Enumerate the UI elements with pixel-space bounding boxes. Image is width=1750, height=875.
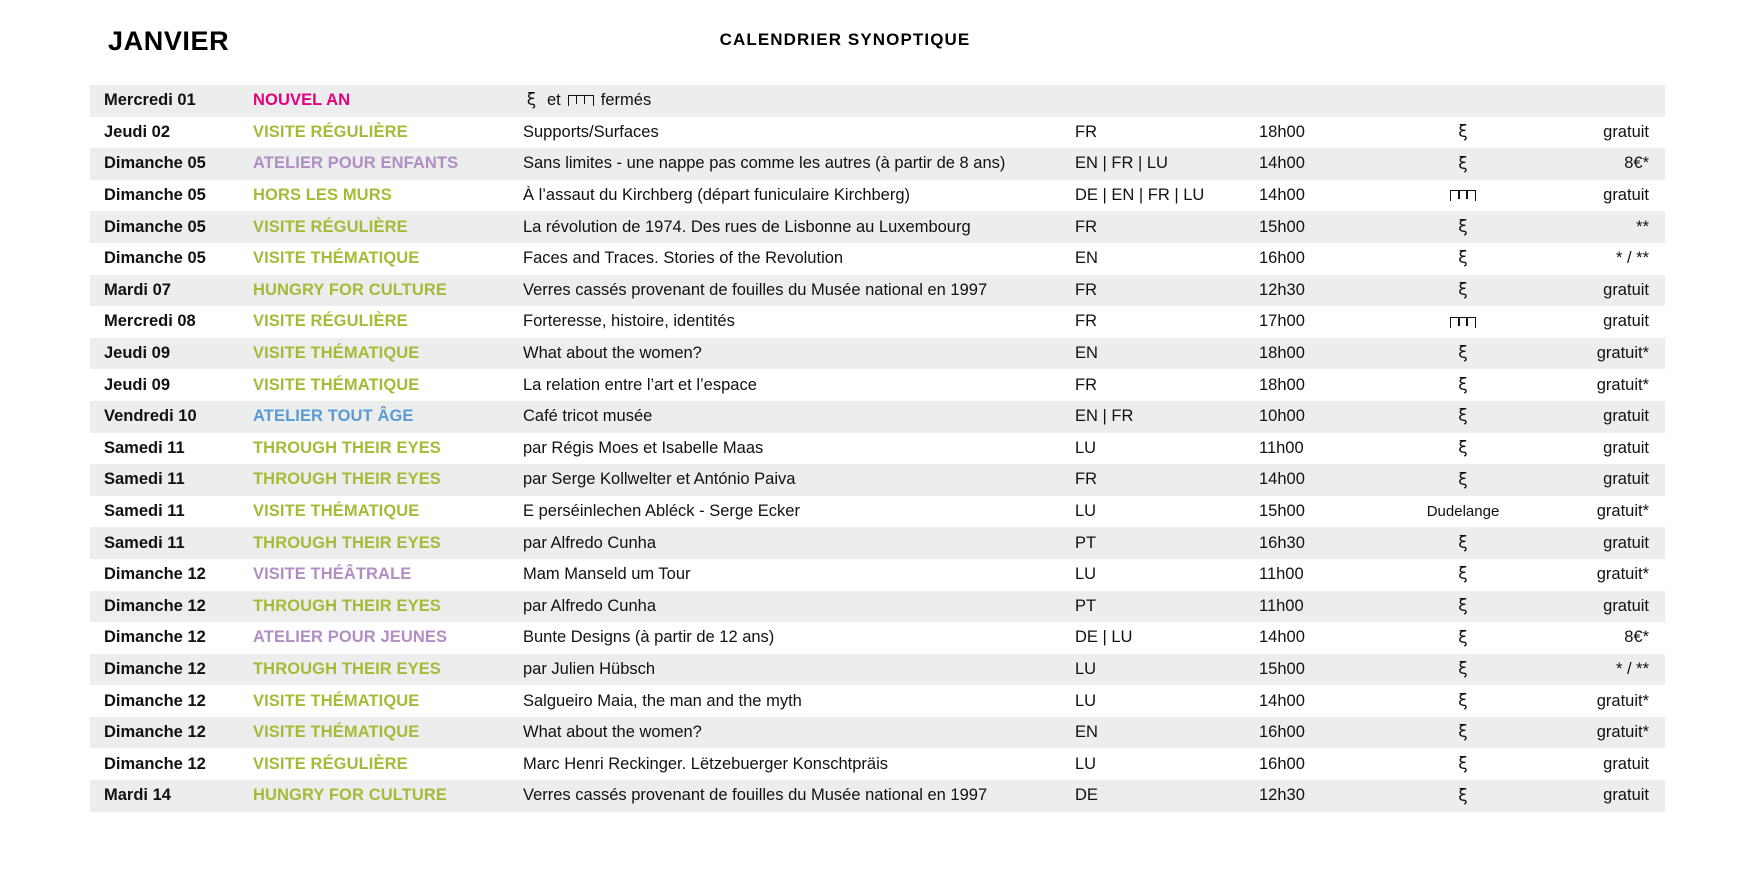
row-category: VISITE THÉMATIQUE <box>253 723 420 742</box>
row-date: Dimanche 12 <box>104 754 206 773</box>
row-price: gratuit* <box>1596 691 1649 710</box>
mnaha-venue-glyph: ξ <box>1458 280 1468 300</box>
row-category: VISITE RÉGULIÈRE <box>253 312 408 331</box>
row-price: ** <box>1636 217 1649 236</box>
row-languages: LU <box>1075 502 1097 521</box>
row-date: Dimanche 12 <box>104 596 206 615</box>
row-time: 15h00 <box>1259 502 1305 521</box>
row-time: 18h00 <box>1259 344 1305 363</box>
mnaha-venue-icon <box>1397 154 1529 173</box>
mnaha-venue-icon <box>1397 692 1529 711</box>
mnaha-venue-icon <box>1397 723 1529 742</box>
table-row <box>90 464 1665 496</box>
table-row-special <box>90 85 1665 117</box>
mnaha-venue-icon <box>1397 565 1529 584</box>
row-category: VISITE THÉMATIQUE <box>253 249 420 268</box>
row-languages: LU <box>1075 659 1097 678</box>
table-row <box>90 433 1665 465</box>
row-languages: FR <box>1075 217 1097 236</box>
row-languages: EN <box>1075 344 1098 363</box>
mnaha-venue-icon <box>1397 470 1529 489</box>
mnaha-venue-icon <box>1397 407 1529 426</box>
row-time: 16h00 <box>1259 723 1305 742</box>
page-title: CALENDRIER SYNOPTIQUE <box>719 30 971 49</box>
mnaha-venue-glyph: ξ <box>1458 627 1468 648</box>
fortress-venue-glyph <box>1450 317 1476 328</box>
row-languages: LU <box>1075 565 1097 584</box>
row-place-label: Dudelange <box>1426 503 1500 521</box>
row-date: Dimanche 12 <box>104 723 206 742</box>
row-date: Samedi 11 <box>104 470 185 489</box>
mnaha-venue-icon <box>1397 786 1529 805</box>
fortress-venue-glyph <box>1450 190 1476 201</box>
row-date: Mardi 07 <box>104 280 171 299</box>
mnaha-venue-glyph: ξ <box>1458 437 1468 458</box>
row-languages: LU <box>1075 438 1097 457</box>
row-date: Dimanche 05 <box>104 217 206 236</box>
mnaha-venue-glyph: ξ <box>1458 595 1468 616</box>
mnaha-venue-glyph: ξ <box>1458 343 1468 364</box>
row-category: VISITE THÉMATIQUE <box>253 502 420 521</box>
row-price: gratuit <box>1603 312 1649 331</box>
row-place <box>1397 502 1529 521</box>
table-row <box>90 180 1665 212</box>
row-title: Salgueiro Maia, the man and the myth <box>523 691 802 710</box>
row-category: THROUGH THEIR EYES <box>253 533 441 552</box>
row-title: Bunte Designs (à partir de 12 ans) <box>523 628 775 647</box>
row-date: Dimanche 05 <box>104 154 206 173</box>
schedule-table <box>90 85 1665 812</box>
row-date: Vendredi 10 <box>104 407 197 426</box>
row-price: 8€* <box>1624 154 1649 173</box>
row-title: Café tricot musée <box>523 407 653 426</box>
row-category: NOUVEL AN <box>253 91 351 110</box>
row-date: Samedi 11 <box>104 502 185 521</box>
row-languages: DE | EN | FR | LU <box>1075 186 1205 205</box>
row-price: gratuit* <box>1596 344 1649 363</box>
row-time: 16h00 <box>1259 754 1305 773</box>
row-price: gratuit <box>1603 596 1649 615</box>
row-price: gratuit* <box>1596 375 1649 394</box>
mnaha-venue-glyph: ξ <box>1458 374 1468 395</box>
row-time: 14h00 <box>1259 186 1305 205</box>
row-time: 18h00 <box>1259 375 1305 394</box>
row-category: VISITE RÉGULIÈRE <box>253 217 408 236</box>
table-row <box>90 338 1665 370</box>
row-title: La relation entre l’art et l’espace <box>523 375 757 394</box>
row-languages: LU <box>1075 691 1097 710</box>
row-title: Verres cassés provenant de fouilles du Musée national en 1997 <box>523 786 988 805</box>
row-title: par Serge Kollwelter et António Paiva <box>523 470 796 489</box>
row-languages: DE | LU <box>1075 628 1133 647</box>
row-title: Verres cassés provenant de fouilles du Musée national en 1997 <box>523 280 988 299</box>
row-title: What about the women? <box>523 344 702 363</box>
row-price: gratuit <box>1603 754 1649 773</box>
row-date: Mercredi 08 <box>104 312 196 331</box>
table-row <box>90 559 1665 591</box>
row-date: Dimanche 12 <box>104 659 206 678</box>
row-category: THROUGH THEIR EYES <box>253 470 441 489</box>
row-languages: FR <box>1075 280 1097 299</box>
row-time: 12h30 <box>1259 280 1305 299</box>
row-title: par Alfredo Cunha <box>523 596 657 615</box>
row-price: gratuit <box>1603 186 1649 205</box>
row-price: gratuit <box>1603 122 1649 141</box>
row-time: 14h00 <box>1259 691 1305 710</box>
row-price: gratuit <box>1603 438 1649 457</box>
row-closure-note <box>523 91 1665 110</box>
row-price: gratuit <box>1603 470 1649 489</box>
row-languages: FR <box>1075 312 1097 331</box>
row-title: Sans limites - une nappe pas comme les autres (à partir de 8 ans) <box>523 154 1006 173</box>
row-date: Dimanche 12 <box>104 628 206 647</box>
mnaha-venue-icon <box>1397 660 1529 679</box>
row-category: HORS LES MURS <box>253 186 392 205</box>
row-languages: EN <box>1075 723 1098 742</box>
note-connector: et <box>547 91 561 110</box>
row-title: Mam Manseld um Tour <box>523 565 691 584</box>
row-languages: LU <box>1075 754 1097 773</box>
mnaha-venue-glyph: ξ <box>1458 216 1468 237</box>
row-languages: EN | FR | LU <box>1075 154 1168 173</box>
fortress-venue-icon <box>1397 186 1529 205</box>
row-date: Dimanche 05 <box>104 249 206 268</box>
row-category: HUNGRY FOR CULTURE <box>253 786 447 805</box>
row-title: Faces and Traces. Stories of the Revolution <box>523 249 844 268</box>
mnaha-venue-glyph: ξ <box>1458 248 1468 269</box>
row-date: Jeudi 02 <box>104 122 171 141</box>
row-time: 16h30 <box>1259 533 1305 552</box>
row-category: THROUGH THEIR EYES <box>253 659 441 678</box>
mnaha-venue-icon <box>1397 281 1529 300</box>
row-title: À l’assaut du Kirchberg (départ funiculaire Kirchberg) <box>523 186 911 205</box>
row-time: 14h00 <box>1259 154 1305 173</box>
mnaha-venue-glyph: ξ <box>1458 532 1468 553</box>
row-time: 11h00 <box>1259 596 1304 615</box>
mnaha-venue-icon <box>1397 123 1529 142</box>
row-date: Dimanche 12 <box>104 565 206 584</box>
row-time: 12h30 <box>1259 786 1305 805</box>
row-languages: FR <box>1075 470 1097 489</box>
row-languages: PT <box>1075 533 1097 552</box>
row-date: Jeudi 09 <box>104 344 171 363</box>
row-category: VISITE THÉMATIQUE <box>253 344 420 363</box>
row-price: 8€* <box>1624 628 1649 647</box>
table-row <box>90 117 1665 149</box>
row-time: 18h00 <box>1259 122 1305 141</box>
row-price: gratuit* <box>1596 565 1649 584</box>
table-row <box>90 496 1665 528</box>
row-title: Supports/Surfaces <box>523 122 659 141</box>
row-price: gratuit <box>1603 407 1649 426</box>
row-category: THROUGH THEIR EYES <box>253 438 441 457</box>
fortress-venue-icon <box>568 95 594 106</box>
row-category: ATELIER TOUT ÂGE <box>253 407 414 426</box>
row-date: Mercredi 01 <box>104 91 196 110</box>
row-date: Dimanche 12 <box>104 691 206 710</box>
row-time: 14h00 <box>1259 628 1305 647</box>
row-category: HUNGRY FOR CULTURE <box>253 280 447 299</box>
row-title: La révolution de 1974. Des rues de Lisbonne au Luxembourg <box>523 217 971 236</box>
page-header <box>0 0 1750 70</box>
row-time: 16h00 <box>1259 249 1305 268</box>
table-row <box>90 717 1665 749</box>
row-price: * / ** <box>1615 659 1649 678</box>
mnaha-venue-icon <box>1397 597 1529 616</box>
table-row <box>90 148 1665 180</box>
mnaha-venue-icon <box>1397 755 1529 774</box>
row-category: VISITE RÉGULIÈRE <box>253 122 408 141</box>
row-languages: EN <box>1075 249 1098 268</box>
table-row <box>90 780 1665 812</box>
mnaha-venue-glyph: ξ <box>1458 785 1468 806</box>
table-row <box>90 243 1665 275</box>
row-date: Jeudi 09 <box>104 375 171 394</box>
mnaha-venue-icon <box>1397 628 1529 647</box>
mnaha-venue-icon <box>1397 439 1529 458</box>
mnaha-venue-glyph: ξ <box>1458 690 1468 711</box>
row-category: ATELIER POUR ENFANTS <box>253 154 459 173</box>
row-category: VISITE THÉMATIQUE <box>253 375 420 394</box>
row-title: Forteresse, histoire, identités <box>523 312 735 331</box>
fortress-venue-icon <box>1397 312 1529 331</box>
mnaha-venue-icon <box>1397 218 1529 237</box>
row-title: par Régis Moes et Isabelle Maas <box>523 438 764 457</box>
mnaha-venue-icon <box>1397 249 1529 268</box>
row-time: 17h00 <box>1259 312 1305 331</box>
row-date: Samedi 11 <box>104 438 185 457</box>
row-time: 11h00 <box>1259 438 1304 457</box>
mnaha-venue-glyph: ξ <box>1458 469 1468 490</box>
row-price: gratuit* <box>1596 723 1649 742</box>
row-languages: FR <box>1075 375 1097 394</box>
row-time: 11h00 <box>1259 565 1304 584</box>
table-row <box>90 527 1665 559</box>
row-languages: FR <box>1075 122 1097 141</box>
mnaha-venue-icon <box>1397 376 1529 395</box>
note-suffix: fermés <box>600 91 652 110</box>
mnaha-venue-icon <box>1397 534 1529 553</box>
mnaha-venue-glyph: ξ <box>1458 153 1468 174</box>
row-languages: EN | FR <box>1075 407 1134 426</box>
mnaha-venue-glyph: ξ <box>1458 406 1468 427</box>
mnaha-venue-icon <box>1397 344 1529 363</box>
row-title: Marc Henri Reckinger. Lëtzebuerger Konschtpräis <box>523 754 889 773</box>
mnaha-venue-glyph: ξ <box>1458 122 1468 143</box>
row-time: 10h00 <box>1259 407 1305 426</box>
table-row <box>90 622 1665 654</box>
row-category: THROUGH THEIR EYES <box>253 596 441 615</box>
table-row <box>90 685 1665 717</box>
table-row <box>90 401 1665 433</box>
row-price: * / ** <box>1615 249 1649 268</box>
table-row <box>90 369 1665 401</box>
row-price: gratuit <box>1603 786 1649 805</box>
row-category: ATELIER POUR JEUNES <box>253 628 448 647</box>
row-category: VISITE RÉGULIÈRE <box>253 754 408 773</box>
table-row <box>90 748 1665 780</box>
row-time: 14h00 <box>1259 470 1305 489</box>
mnaha-venue-icon: ξ <box>526 90 537 111</box>
row-price: gratuit* <box>1596 502 1649 521</box>
row-category: VISITE THÉÂTRALE <box>253 565 412 584</box>
row-date: Mardi 14 <box>104 786 171 805</box>
table-row <box>90 591 1665 623</box>
table-row <box>90 211 1665 243</box>
row-title: E perséinlechen Abléck - Serge Ecker <box>523 502 800 521</box>
month-title: JANVIER <box>108 26 230 56</box>
row-languages: PT <box>1075 596 1097 615</box>
row-title: What about the women? <box>523 723 702 742</box>
mnaha-venue-glyph: ξ <box>1458 659 1468 680</box>
row-time: 15h00 <box>1259 659 1305 678</box>
row-title: par Alfredo Cunha <box>523 533 657 552</box>
mnaha-venue-glyph: ξ <box>1458 753 1468 774</box>
table-row <box>90 654 1665 686</box>
row-time: 15h00 <box>1259 217 1305 236</box>
table-row <box>90 306 1665 338</box>
table-row <box>90 275 1665 307</box>
row-price: gratuit <box>1603 533 1649 552</box>
row-date: Dimanche 05 <box>104 186 206 205</box>
row-category: VISITE THÉMATIQUE <box>253 691 420 710</box>
row-date: Samedi 11 <box>104 533 185 552</box>
row-languages: DE <box>1075 786 1098 805</box>
table-body <box>90 117 1665 812</box>
mnaha-venue-glyph: ξ <box>1458 722 1468 743</box>
row-price: gratuit <box>1603 280 1649 299</box>
mnaha-venue-glyph: ξ <box>1458 564 1468 585</box>
row-title: par Julien Hübsch <box>523 659 656 678</box>
